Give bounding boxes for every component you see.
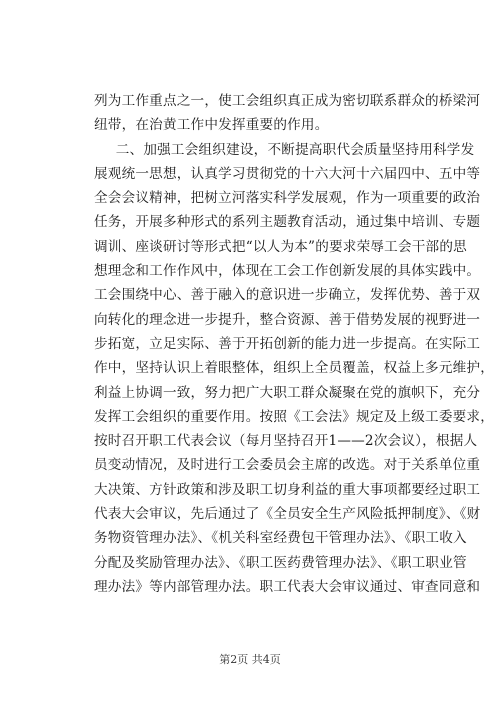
text-line: 代表大会审议，先后通过了《全员安全生产风险抵押制度》、《财: [94, 506, 481, 523]
text-line: 按时召开职工代表会议（每月坚持召开1——2次会议），根据人: [94, 433, 478, 450]
text-line: 利益上协调一致，努力把广大职工群众凝聚在党的旗帜下，充分: [94, 384, 481, 401]
text-line: 展观统一思想，认真学习贯彻党的十六大河十六届四中、五中等: [94, 165, 481, 182]
text-line: 分配及奖励管理办法》、《职工医药费管理办法》、《职工职业管: [94, 554, 467, 571]
body-text: [94, 89, 495, 599]
text-line: 工会围绕中心、善于融入的意识进一步确立，发挥优势、善于双: [94, 287, 481, 304]
text-line: 大决策、方针政策和涉及职工切身利益的重大事项都要经过职工: [94, 481, 481, 498]
text-line: 列为工作重点之一，使工会组织真正成为密切联系群众的桥梁河: [94, 93, 481, 109]
paragraph-start-line: 二、加强工会组织建设，不断提高职代会质量坚持用科学发: [115, 141, 475, 158]
text-line: 发挥工会组织的重要作用。按照《工会法》规定及上级工委要求，: [94, 408, 495, 425]
text-line: 纽带，在治黄工作中发挥重要的作用。: [94, 117, 329, 134]
text-line: 步拓宽，立足实际、善于开拓创新的能力进一步提高。在实际工: [94, 335, 481, 352]
text-line: 向转化的理念进一步提升，整合资源、善于借势发展的视野进一: [94, 311, 481, 328]
text-line: 想理念和工作作风中，体现在工会工作创新发展的具体实践中。: [94, 263, 481, 280]
text-line: 全会会议精神，把树立河落实科学发展观，作为一项重要的政治: [94, 190, 481, 207]
text-line: 员变动情况，及时进行工会委员会主席的改选。对于关系单位重: [94, 457, 481, 474]
page-number-footer: 第2页 共4页: [219, 653, 281, 666]
text-line: 调训、座谈研讨等形式把“以人为本”的要求荣辱工会干部的思: [94, 238, 467, 255]
text-line: 任务，开展多种形式的系列主题教育活动，通过集中培训、专题: [94, 214, 481, 231]
text-line: 作中，坚持认识上着眼整体，组织上全员覆盖，权益上多元维护，: [94, 360, 495, 377]
text-line: 务物资管理办法》、《机关科室经费包干管理办法》、《职工收入: [94, 530, 467, 547]
text-line: 理办法》等内部管理办法。职工代表大会审议通过、审查同意和: [94, 578, 481, 595]
